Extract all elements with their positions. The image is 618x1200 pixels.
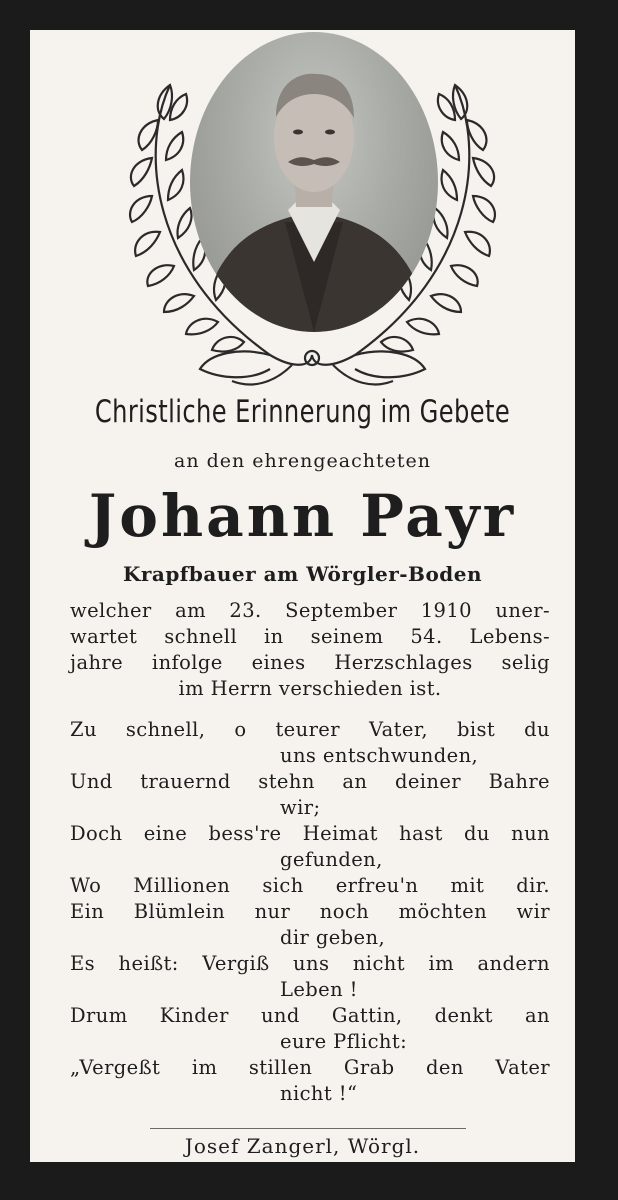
- portrait-photo: [190, 32, 438, 332]
- printer-credit: Josef Zangerl, Wörgl.: [184, 1134, 421, 1158]
- poem-line: Ein Blümlein nur noch möchten wir: [70, 900, 550, 923]
- card-paper: [30, 30, 575, 1162]
- deceased-name: Johann Payr: [88, 482, 517, 550]
- poem-line: Zu schnell, o teurer Vater, bist du: [70, 718, 550, 741]
- poem-line: „Vergeßt im stillen Grab den Vater: [70, 1056, 550, 1079]
- intro-paragraph: [70, 598, 550, 702]
- intro-line: im Herrn verschieden ist.: [178, 677, 442, 700]
- portrait-area: [30, 30, 575, 410]
- poem-line: Wo Millionen sich erfreu'n mit dir.: [70, 874, 550, 897]
- poem-line: gefunden,: [280, 848, 383, 871]
- occupation: Krapfbauer am Wörgler-Boden: [122, 562, 483, 586]
- poem-line: Doch eine bess're Heimat hast du nun: [70, 822, 550, 845]
- poem-line: Es heißt: Vergiß uns nicht im andern: [70, 952, 550, 975]
- intro-line: welcher am 23. September 1910 uner-: [70, 599, 550, 622]
- poem-line: eure Pflicht:: [280, 1030, 408, 1053]
- poem: [70, 717, 550, 1107]
- portrait-figure: [190, 32, 438, 332]
- poem-line: Drum Kinder und Gattin, denkt an: [70, 1004, 550, 1027]
- poem-line: Leben !: [280, 978, 358, 1001]
- poem-line: uns entschwunden,: [280, 744, 479, 767]
- heading: Christliche Erinnerung im Gebete: [94, 394, 511, 430]
- poem-line: dir geben,: [280, 926, 386, 949]
- poem-line: Und trauernd stehn an deiner Bahre: [70, 770, 550, 793]
- poem-line: nicht !“: [280, 1082, 358, 1105]
- divider: [150, 1128, 466, 1129]
- intro-line: jahre infolge eines Herzschlages selig: [70, 651, 550, 674]
- intro-line: wartet schnell in seinem 54. Lebens-: [70, 625, 550, 648]
- poem-line: wir;: [280, 796, 321, 819]
- dedication: an den ehrengeachteten: [174, 450, 431, 472]
